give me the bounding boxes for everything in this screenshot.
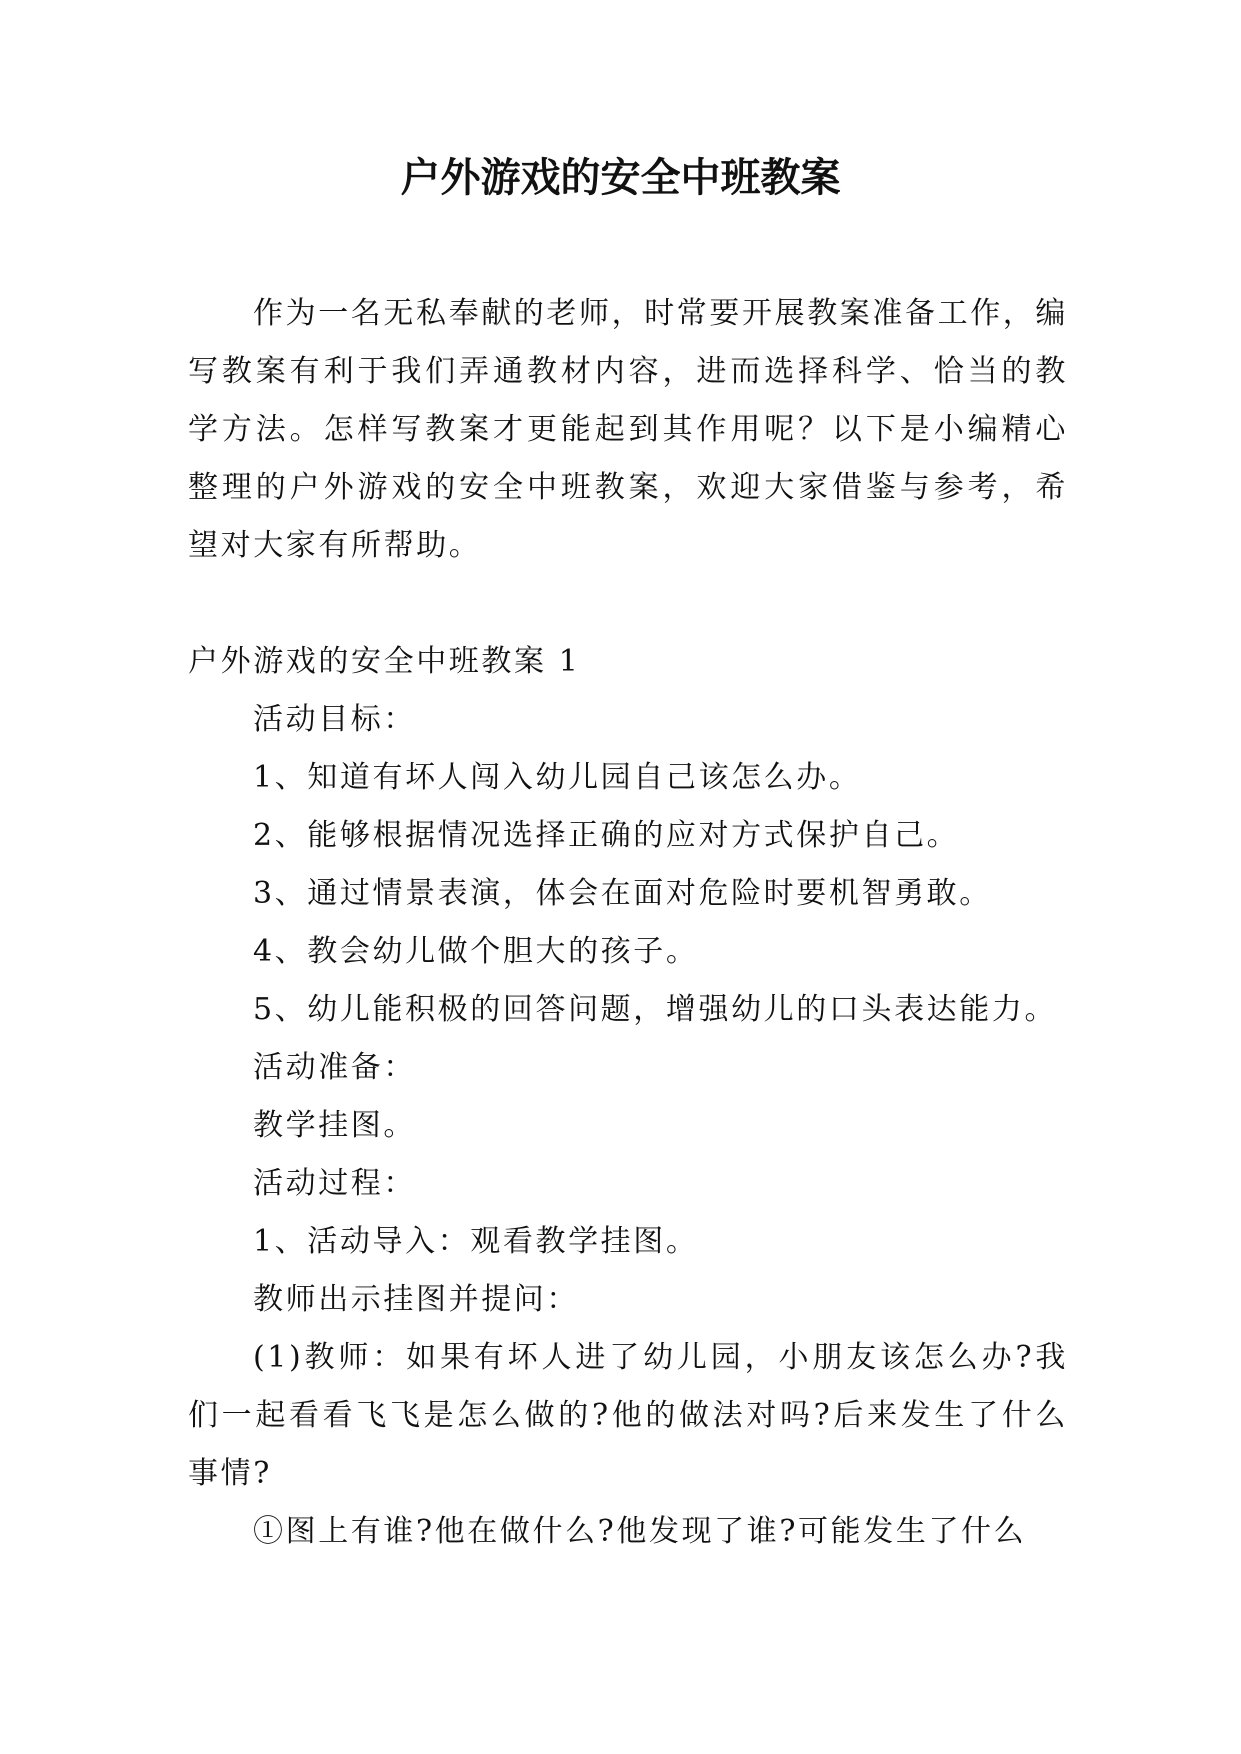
goals-label: 活动目标： — [253, 702, 416, 737]
question-1: (1)教师：如果有坏人进了幼儿园，小朋友该怎么办?我们一起看看飞飞是怎么做的?他的做法对吗?后来发生了什么事情? — [188, 1340, 1068, 1491]
process-label: 活动过程： — [253, 1166, 416, 1201]
process-step-1: 1、活动导入：观看教学挂图。 — [253, 1224, 699, 1259]
section-heading: 户外游戏的安全中班教案 1 — [188, 644, 581, 679]
prep-label: 活动准备： — [253, 1050, 416, 1085]
goal-item-3: 3、通过情景表演，体会在面对危险时要机智勇敢。 — [253, 876, 992, 911]
goal-item-1: 1、知道有坏人闯入幼儿园自己该怎么办。 — [253, 760, 862, 795]
question-1-sub: ①图上有谁?他在做什么?他发现了谁?可能发生了什么 — [253, 1514, 1027, 1549]
teacher-action: 教师出示挂图并提问： — [253, 1282, 579, 1317]
document-title: 户外游戏的安全中班教案 — [400, 154, 841, 201]
goal-item-5: 5、幼儿能积极的回答问题，增强幼儿的口头表达能力。 — [253, 992, 1058, 1027]
goal-item-4: 4、教会幼儿做个胆大的孩子。 — [253, 934, 699, 969]
document-body — [188, 285, 1068, 1561]
intro-paragraph: 作为一名无私奉献的老师，时常要开展教案准备工作，编写教案有利于我们弄通教材内容，进而选择科学、恰当的教学方法。怎样写教案才更能起到其作用呢？以下是小编精心整理的户外游戏的安全中班教案，欢迎大家借鉴与参考，希望对大家有所帮助。 — [188, 296, 1068, 563]
goal-item-2: 2、能够根据情况选择正确的应对方式保护自己。 — [253, 818, 960, 853]
prep-item: 教学挂图。 — [253, 1108, 416, 1143]
